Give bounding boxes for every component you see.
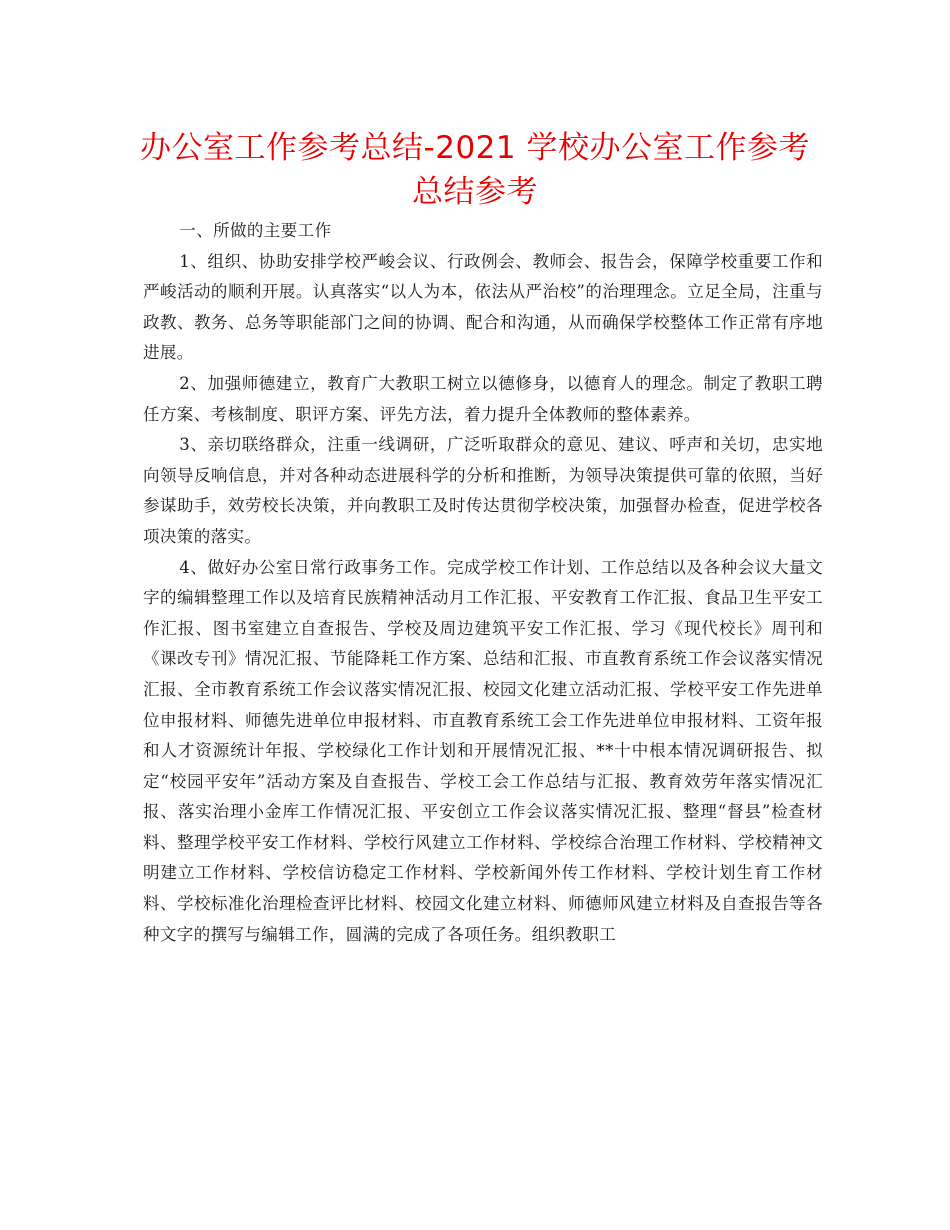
document-title-line-2: 总结参考	[412, 174, 538, 210]
paragraph-3: 3、亲切联络群众，注重一线调研，广泛听取群众的意见、建议、呼声和关切，忠实地向领导反响信息，并对各种动态进展科学的分析和推断，为领导决策提供可靠的依照，当好参谋助手，效劳校长决策，并向教职工及时传达贯彻学校决策，加强督办检查，促进学校各项决策的落实。	[143, 435, 823, 546]
section-heading: 一、所做的主要工作	[179, 221, 332, 240]
paragraph-4: 4、做好办公室日常行政事务工作。完成学校工作计划、工作总结以及各种会议大量文字的编辑整理工作以及培育民族精神活动月工作汇报、平安教育工作汇报、食品卫生平安工作汇报、图书室建立自查报告、学校及周边建筑平安工作汇报、学习《现代校长》周刊和《课改专刊》情况汇报、节能降耗工作方案、总结和汇报、市直教育系统工作会议落实情况汇报、全市教育系统工作会议落实情况汇报、校园文化建立活动汇报、学校平安工作先进单位申报材料、师德先进单位申报材料、市直教育系统工会工作先进单位申报材料、工资年报和人才资源统计年报、学校绿化工作计划和开展情况汇报、**十中根本情况调研报告、拟定“校园平安年”活动方案及自查报告、学校工会工作总结与汇报、教育效劳年落实情况汇报、落实治理小金库工作情况汇报、平安创立工作会议落实情况汇报、整理“督县”检查材料、整理学校平安工作材料、学校行风建立工作材料、学校综合治理工作材料、学校精神文明建立工作材料、学校信访稳定工作材料、学校新闻外传工作材料、学校计划生育工作材料、学校标准化治理检查评比材料、校园文化建立材料、师德师风建立材料及自查报告等各种文字的撰写与编辑工作，圆满的完成了各项任务。组织教职工	[143, 557, 823, 944]
document-title-line-1: 办公室工作参考总结-2021 学校办公室工作参考	[140, 130, 810, 166]
paragraph-2: 2、加强师德建立，教育广大教职工树立以德修身，以德育人的理念。制定了教职工聘任方案、考核制度、职评方案、评先方法，着力提升全体教师的整体素养。	[143, 373, 823, 424]
paragraph-1: 1、组织、协助安排学校严峻会议、行政例会、教师会、报告会，保障学校重要工作和严峻活动的顺利开展。认真落实“以人为本，依法从严治校”的治理理念。立足全局，注重与政教、教务、总务等职能部门之间的协调、配合和沟通，从而确保学校整体工作正常有序地进展。	[143, 251, 823, 363]
document-body	[143, 216, 823, 950]
